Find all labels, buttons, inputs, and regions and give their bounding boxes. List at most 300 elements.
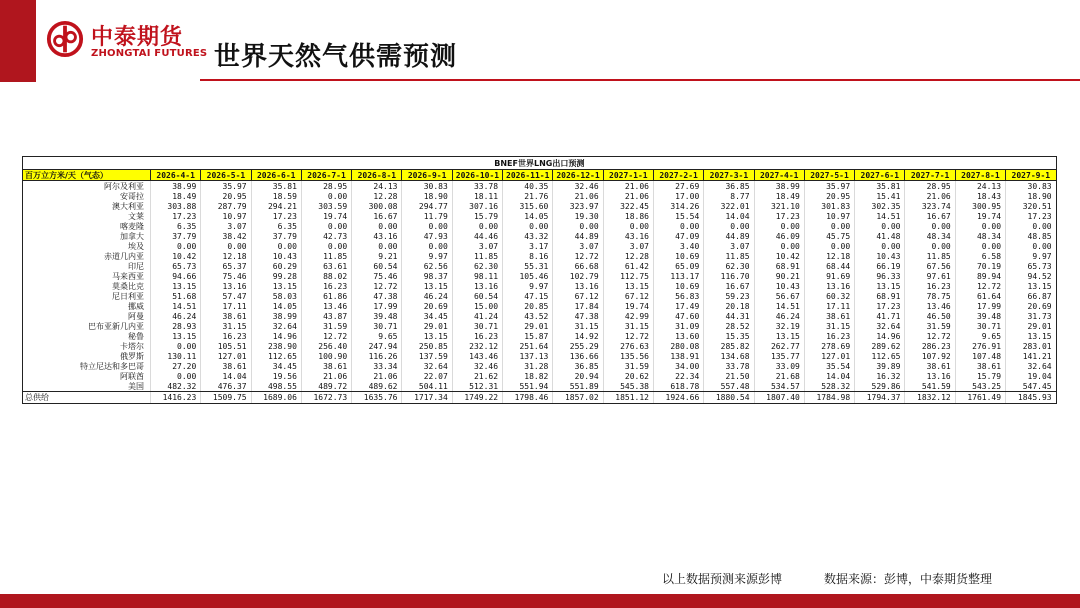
table-cell: 287.79 <box>201 201 251 211</box>
table-cell: 135.56 <box>603 351 653 361</box>
table-cell: 12.28 <box>352 191 402 201</box>
column-header: 2026-12-1 <box>553 170 603 181</box>
table-cell: 137.13 <box>503 351 553 361</box>
table-cell: 10.69 <box>653 281 703 291</box>
table-cell: 31.15 <box>804 321 854 331</box>
column-header: 2027-9-1 <box>1006 170 1057 181</box>
table-cell: 66.68 <box>553 261 603 271</box>
table-cell: 31.59 <box>905 321 955 331</box>
bottom-accent-bar <box>0 594 1080 608</box>
table-cell: 6.35 <box>151 221 201 231</box>
table-row <box>23 221 1057 231</box>
column-header: 2026-8-1 <box>352 170 402 181</box>
table-cell: 16.23 <box>201 331 251 341</box>
table-cell: 41.48 <box>855 231 905 241</box>
table-row <box>23 351 1057 361</box>
table-cell: 19.74 <box>603 301 653 311</box>
table-cell: 20.94 <box>553 371 603 381</box>
table-cell: 21.06 <box>553 191 603 201</box>
table-cell: 251.64 <box>503 341 553 351</box>
table-cell: 38.42 <box>201 231 251 241</box>
table-cell: 31.73 <box>1006 311 1057 321</box>
table-cell: 14.04 <box>804 371 854 381</box>
table-cell: 20.95 <box>804 191 854 201</box>
table-cell: 56.67 <box>754 291 804 301</box>
table-cell: 13.46 <box>301 301 351 311</box>
total-cell: 1857.02 <box>553 392 603 404</box>
table-cell: 0.00 <box>855 241 905 251</box>
table-row <box>23 321 1057 331</box>
table-cell: 65.73 <box>1006 261 1057 271</box>
table-cell: 14.96 <box>855 331 905 341</box>
table-cell: 28.95 <box>905 181 955 192</box>
table-cell: 294.21 <box>251 201 301 211</box>
table-cell: 100.90 <box>301 351 351 361</box>
table-cell: 47.15 <box>503 291 553 301</box>
total-cell: 1717.34 <box>402 392 452 404</box>
table-cell: 66.19 <box>855 261 905 271</box>
table-cell: 34.00 <box>653 361 703 371</box>
table-cell: 3.40 <box>653 241 703 251</box>
table-cell: 30.71 <box>352 321 402 331</box>
table-cell: 16.23 <box>452 331 502 341</box>
table-cell: 551.89 <box>553 381 603 392</box>
table-cell: 0.00 <box>754 241 804 251</box>
table-cell: 16.67 <box>704 281 754 291</box>
table-cell: 21.62 <box>452 371 502 381</box>
table-cell: 38.61 <box>804 311 854 321</box>
table-cell: 20.69 <box>1006 301 1057 311</box>
table-cell: 557.48 <box>704 381 754 392</box>
table-row <box>23 381 1057 392</box>
table-cell: 13.16 <box>553 281 603 291</box>
table-row <box>23 361 1057 371</box>
table-cell: 38.99 <box>151 181 201 192</box>
table-cell: 24.13 <box>352 181 402 192</box>
table-cell: 0.00 <box>553 221 603 231</box>
table-cell: 13.16 <box>804 281 854 291</box>
table-cell: 21.76 <box>503 191 553 201</box>
footer-source: 数据来源：彭博，中泰期货整理 <box>824 572 993 586</box>
column-header: 2027-7-1 <box>905 170 955 181</box>
total-cell: 1635.76 <box>352 392 402 404</box>
table-cell: 44.31 <box>704 311 754 321</box>
logo-mark-icon <box>46 20 84 58</box>
column-header: 2026-4-1 <box>151 170 201 181</box>
table-cell: 6.58 <box>955 251 1005 261</box>
total-cell: 1509.75 <box>201 392 251 404</box>
table-cell: 33.09 <box>754 361 804 371</box>
table-cell: 47.09 <box>653 231 703 241</box>
table-cell: 232.12 <box>452 341 502 351</box>
table-row <box>23 261 1057 271</box>
table-cell: 33.78 <box>452 181 502 192</box>
table-body <box>23 157 1057 404</box>
column-header: 2027-4-1 <box>754 170 804 181</box>
table-cell: 70.19 <box>955 261 1005 271</box>
row-label: 加拿大 <box>23 231 151 241</box>
table-cell: 283.01 <box>1006 341 1057 351</box>
table-cell: 12.72 <box>603 331 653 341</box>
table-cell: 18.86 <box>603 211 653 221</box>
table-cell: 541.59 <box>905 381 955 392</box>
table-cell: 68.91 <box>855 291 905 301</box>
table-cell: 46.24 <box>754 311 804 321</box>
table-cell: 0.00 <box>754 221 804 231</box>
table-cell: 15.87 <box>503 331 553 341</box>
table-title-row <box>23 157 1057 170</box>
table-cell: 32.46 <box>553 181 603 192</box>
table-cell: 0.00 <box>352 221 402 231</box>
table-cell: 21.06 <box>352 371 402 381</box>
table-cell: 67.12 <box>553 291 603 301</box>
row-label: 莫桑比克 <box>23 281 151 291</box>
table-cell: 61.86 <box>301 291 351 301</box>
table-cell: 14.51 <box>855 211 905 221</box>
table-cell: 62.30 <box>704 261 754 271</box>
table-cell: 88.02 <box>301 271 351 281</box>
table-cell: 17.23 <box>251 211 301 221</box>
table-cell: 137.59 <box>402 351 452 361</box>
table-cell: 11.79 <box>402 211 452 221</box>
table-cell: 57.47 <box>201 291 251 301</box>
table-cell: 31.15 <box>553 321 603 331</box>
table-cell: 8.16 <box>503 251 553 261</box>
table-cell: 20.95 <box>201 191 251 201</box>
table-cell: 0.00 <box>804 221 854 231</box>
table-cell: 42.99 <box>603 311 653 321</box>
table-cell: 16.67 <box>352 211 402 221</box>
table-cell: 116.26 <box>352 351 402 361</box>
table-cell: 10.69 <box>653 251 703 261</box>
row-label: 澳大利亚 <box>23 201 151 211</box>
table-cell: 9.97 <box>1006 251 1057 261</box>
table-cell: 37.79 <box>251 231 301 241</box>
table-cell: 35.54 <box>804 361 854 371</box>
table-cell: 20.18 <box>704 301 754 311</box>
table-cell: 13.16 <box>905 371 955 381</box>
table-cell: 44.89 <box>704 231 754 241</box>
table-cell: 31.59 <box>301 321 351 331</box>
table-cell: 30.83 <box>402 181 452 192</box>
table-cell: 21.68 <box>754 371 804 381</box>
table-cell: 17.11 <box>804 301 854 311</box>
table-cell: 35.97 <box>201 181 251 192</box>
table-cell: 42.73 <box>301 231 351 241</box>
table-cell: 0.00 <box>905 241 955 251</box>
table-cell: 18.49 <box>151 191 201 201</box>
table-cell: 38.99 <box>754 181 804 192</box>
table-row <box>23 191 1057 201</box>
table-cell: 39.48 <box>352 311 402 321</box>
row-label: 埃及 <box>23 241 151 251</box>
table-cell: 15.35 <box>704 331 754 341</box>
table-cell: 45.75 <box>804 231 854 241</box>
footer-note: 以上数据预测来源彭博 <box>662 572 783 586</box>
table-cell: 10.42 <box>754 251 804 261</box>
table-cell: 0.00 <box>855 221 905 231</box>
table-cell: 0.00 <box>452 221 502 231</box>
table-cell: 113.17 <box>653 271 703 281</box>
table-cell: 66.87 <box>1006 291 1057 301</box>
table-cell: 38.61 <box>955 361 1005 371</box>
lng-export-table <box>22 156 1056 404</box>
table-cell: 307.16 <box>452 201 502 211</box>
table-cell: 278.69 <box>804 341 854 351</box>
table-cell: 9.97 <box>503 281 553 291</box>
column-header: 2026-7-1 <box>301 170 351 181</box>
table-cell: 17.49 <box>653 301 703 311</box>
table-cell: 13.15 <box>151 331 201 341</box>
table-cell: 0.00 <box>503 221 553 231</box>
table-cell: 528.32 <box>804 381 854 392</box>
table-cell: 127.01 <box>201 351 251 361</box>
table-cell: 112.75 <box>603 271 653 281</box>
table-cell: 59.23 <box>704 291 754 301</box>
table-cell: 323.97 <box>553 201 603 211</box>
table-cell: 90.21 <box>754 271 804 281</box>
row-label: 巴布亚新几内亚 <box>23 321 151 331</box>
column-header: 2027-8-1 <box>955 170 1005 181</box>
table-cell: 9.97 <box>402 251 452 261</box>
table-cell: 48.34 <box>905 231 955 241</box>
table-cell: 41.24 <box>452 311 502 321</box>
total-cell: 1832.12 <box>905 392 955 404</box>
table-cell: 112.65 <box>855 351 905 361</box>
table-cell: 143.46 <box>452 351 502 361</box>
table-cell: 30.71 <box>955 321 1005 331</box>
table-cell: 489.72 <box>301 381 351 392</box>
table-cell: 55.31 <box>503 261 553 271</box>
table-cell: 32.64 <box>402 361 452 371</box>
table-cell: 43.52 <box>503 311 553 321</box>
table-cell: 255.29 <box>553 341 603 351</box>
table-cell: 30.71 <box>452 321 502 331</box>
table-cell: 14.04 <box>704 211 754 221</box>
table-row <box>23 181 1057 192</box>
table-cell: 32.64 <box>855 321 905 331</box>
table-cell: 18.43 <box>955 191 1005 201</box>
table-cell: 60.54 <box>352 261 402 271</box>
table-cell: 285.82 <box>704 341 754 351</box>
table-cell: 29.01 <box>1006 321 1057 331</box>
table-cell: 489.62 <box>352 381 402 392</box>
table-cell: 24.13 <box>955 181 1005 192</box>
table-cell: 315.60 <box>503 201 553 211</box>
table-cell: 141.21 <box>1006 351 1057 361</box>
table-cell: 13.15 <box>251 281 301 291</box>
table-cell: 75.46 <box>352 271 402 281</box>
table-cell: 39.89 <box>855 361 905 371</box>
table-cell: 105.51 <box>201 341 251 351</box>
table-cell: 22.07 <box>402 371 452 381</box>
table-cell: 14.92 <box>553 331 603 341</box>
table-cell: 323.74 <box>905 201 955 211</box>
total-cell: 1689.06 <box>251 392 301 404</box>
table-cell: 18.90 <box>1006 191 1057 201</box>
table-cell: 10.97 <box>804 211 854 221</box>
table-cell: 30.83 <box>1006 181 1057 192</box>
table-row <box>23 331 1057 341</box>
table-cell: 303.88 <box>151 201 201 211</box>
table-cell: 0.00 <box>704 221 754 231</box>
table-cell: 32.46 <box>452 361 502 371</box>
table-cell: 99.28 <box>251 271 301 281</box>
row-label: 特立尼达和多巴哥 <box>23 361 151 371</box>
table-cell: 0.00 <box>1006 221 1057 231</box>
row-label: 文莱 <box>23 211 151 221</box>
table-cell: 21.06 <box>603 191 653 201</box>
table-cell: 46.24 <box>402 291 452 301</box>
table-cell: 9.21 <box>352 251 402 261</box>
table-cell: 32.64 <box>251 321 301 331</box>
table-cell: 3.07 <box>201 221 251 231</box>
table-cell: 512.31 <box>452 381 502 392</box>
table-cell: 60.54 <box>452 291 502 301</box>
table-cell: 31.59 <box>603 361 653 371</box>
table-cell: 13.15 <box>151 281 201 291</box>
table-cell: 10.43 <box>754 281 804 291</box>
table-cell: 0.00 <box>955 241 1005 251</box>
table-cell: 44.46 <box>452 231 502 241</box>
table-cell: 94.66 <box>151 271 201 281</box>
table-row <box>23 231 1057 241</box>
table-cell: 15.79 <box>955 371 1005 381</box>
table-cell: 31.28 <box>503 361 553 371</box>
table-cell: 19.30 <box>553 211 603 221</box>
row-label: 俄罗斯 <box>23 351 151 361</box>
table-cell: 618.78 <box>653 381 703 392</box>
table-cell: 43.16 <box>603 231 653 241</box>
table-cell: 13.15 <box>402 281 452 291</box>
table-cell: 18.82 <box>503 371 553 381</box>
table-cell: 238.90 <box>251 341 301 351</box>
table-cell: 300.95 <box>955 201 1005 211</box>
column-header: 2026-5-1 <box>201 170 251 181</box>
table-cell: 130.11 <box>151 351 201 361</box>
table-cell: 18.90 <box>402 191 452 201</box>
row-label: 卡塔尔 <box>23 341 151 351</box>
table-cell: 3.07 <box>704 241 754 251</box>
table-row <box>23 281 1057 291</box>
total-cell: 1761.49 <box>955 392 1005 404</box>
column-header: 2027-5-1 <box>804 170 854 181</box>
row-label: 印尼 <box>23 261 151 271</box>
table-cell: 67.56 <box>905 261 955 271</box>
table-cell: 29.01 <box>402 321 452 331</box>
total-cell: 1784.98 <box>804 392 854 404</box>
table-cell: 3.07 <box>452 241 502 251</box>
table-cell: 14.51 <box>151 301 201 311</box>
table-cell: 18.59 <box>251 191 301 201</box>
table-cell: 13.15 <box>754 331 804 341</box>
table-cell: 0.00 <box>905 221 955 231</box>
table-cell: 107.48 <box>955 351 1005 361</box>
table-cell: 62.56 <box>402 261 452 271</box>
table-cell: 17.00 <box>653 191 703 201</box>
table-cell: 8.77 <box>704 191 754 201</box>
table-cell: 21.06 <box>301 371 351 381</box>
table-row <box>23 201 1057 211</box>
table-cell: 46.50 <box>905 311 955 321</box>
table-cell: 28.93 <box>151 321 201 331</box>
table-cell: 62.30 <box>452 261 502 271</box>
table-cell: 89.94 <box>955 271 1005 281</box>
table-cell: 286.23 <box>905 341 955 351</box>
table-cell: 35.97 <box>804 181 854 192</box>
table-cell: 551.94 <box>503 381 553 392</box>
table-cell: 27.69 <box>653 181 703 192</box>
table-cell: 10.43 <box>855 251 905 261</box>
table-cell: 10.43 <box>251 251 301 261</box>
table-cell: 20.69 <box>402 301 452 311</box>
table-cell: 67.12 <box>603 291 653 301</box>
table-cell: 63.61 <box>301 261 351 271</box>
row-label: 阿尔及利亚 <box>23 181 151 192</box>
table-cell: 138.91 <box>653 351 703 361</box>
table-cell: 41.71 <box>855 311 905 321</box>
table-cell: 294.77 <box>402 201 452 211</box>
table-cell: 17.84 <box>553 301 603 311</box>
table-cell: 19.04 <box>1006 371 1057 381</box>
table-cell: 12.72 <box>905 331 955 341</box>
table-cell: 247.94 <box>352 341 402 351</box>
table-cell: 47.93 <box>402 231 452 241</box>
table-cell: 33.34 <box>352 361 402 371</box>
column-header: 2027-3-1 <box>704 170 754 181</box>
table-cell: 47.38 <box>352 291 402 301</box>
table-cell: 14.04 <box>201 371 251 381</box>
table-row <box>23 341 1057 351</box>
table-cell: 302.35 <box>855 201 905 211</box>
table-cell: 60.32 <box>804 291 854 301</box>
table-cell: 38.61 <box>201 361 251 371</box>
table-cell: 36.85 <box>704 181 754 192</box>
table-cell: 105.46 <box>503 271 553 281</box>
table-header-row <box>23 170 1057 181</box>
table-cell: 15.54 <box>653 211 703 221</box>
table-cell: 68.91 <box>754 261 804 271</box>
table-cell: 11.85 <box>301 251 351 261</box>
table-cell: 34.45 <box>402 311 452 321</box>
table-cell: 127.01 <box>804 351 854 361</box>
table-row <box>23 241 1057 251</box>
table-cell: 13.15 <box>603 281 653 291</box>
table-cell: 322.01 <box>704 201 754 211</box>
table-cell: 17.99 <box>352 301 402 311</box>
table-cell: 17.23 <box>855 301 905 311</box>
table-cell: 320.51 <box>1006 201 1057 211</box>
table-row <box>23 311 1057 321</box>
column-header: 2027-2-1 <box>653 170 703 181</box>
table-cell: 60.29 <box>251 261 301 271</box>
total-label: 总供给 <box>23 392 151 404</box>
row-label: 尼日利亚 <box>23 291 151 301</box>
column-header: 2027-6-1 <box>855 170 905 181</box>
table-cell: 303.59 <box>301 201 351 211</box>
table-cell: 276.91 <box>955 341 1005 351</box>
table-cell: 39.48 <box>955 311 1005 321</box>
table-cell: 3.07 <box>553 241 603 251</box>
column-header: 2027-1-1 <box>603 170 653 181</box>
table-cell: 0.00 <box>955 221 1005 231</box>
table-cell: 12.72 <box>352 281 402 291</box>
table-cell: 35.81 <box>251 181 301 192</box>
table-cell: 44.89 <box>553 231 603 241</box>
table-cell: 17.11 <box>201 301 251 311</box>
table-cell: 21.50 <box>704 371 754 381</box>
table-cell: 3.17 <box>503 241 553 251</box>
